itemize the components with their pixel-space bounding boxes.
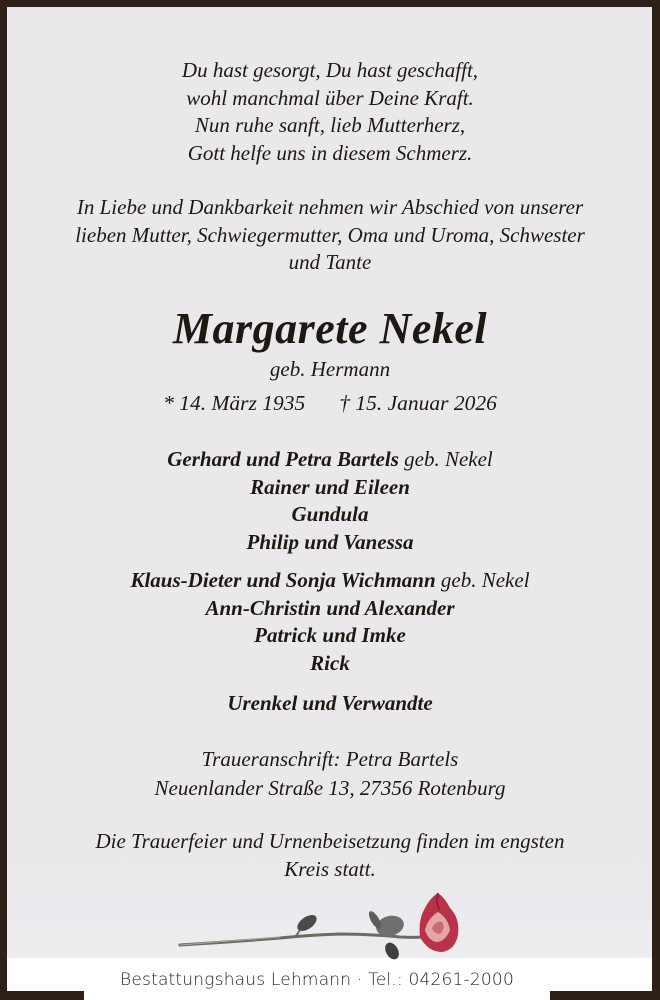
mourning-address (0, 745, 660, 803)
birth-date: * 14. März 1935 (163, 391, 306, 415)
family-group (0, 567, 660, 677)
family-group (0, 446, 660, 556)
poem-line: Nun ruhe sanft, lieb Mutterherz, (194, 113, 466, 137)
family-head-names: Klaus-Dieter und Sonja Wichmann (130, 568, 436, 592)
poem-line: Gott helfe uns in diesem Schmerz. (187, 140, 473, 165)
family-member: Rainer und Eileen (250, 474, 410, 499)
family-member: Patrick und Imke (254, 623, 406, 647)
family-head (0, 446, 660, 474)
relatives: Urenkel und Verwandte (227, 691, 433, 715)
funeral-home-contact: Bestattungshaus Lehmann · Tel.: 04261-2000 (120, 970, 514, 990)
ceremony-note (0, 828, 660, 883)
rose-icon (170, 890, 470, 960)
maiden-name: geb. Hermann (269, 357, 391, 381)
family-head-suffix: geb. Nekel (398, 447, 493, 471)
family-member: Ann-Christin und Alexander (205, 595, 455, 620)
ceremony-line: Die Trauerfeier und Urnenbeisetzung finden im engsten (95, 829, 565, 853)
ceremony-line: Kreis statt. (284, 856, 376, 881)
intro-line: und Tante (288, 250, 372, 274)
life-dates (0, 389, 660, 417)
family-member: Philip und Vanessa (246, 529, 414, 554)
deceased-name: Margarete Nekel (172, 304, 488, 353)
family-head (0, 567, 660, 595)
family-head-suffix: geb. Nekel (435, 568, 530, 592)
footer-band (84, 962, 550, 1000)
address-line: Neuenlander Straße 13, 27356 Rotenburg (154, 776, 506, 800)
frame-bottom-right (550, 991, 660, 1000)
intro-line: lieben Mutter, Schwiegermutter, Oma und Uroma, Schwester (75, 222, 585, 247)
intro-text (0, 194, 660, 277)
family-head-names: Gerhard und Petra Bartels (167, 447, 399, 471)
poem-line: wohl manchmal über Deine Kraft. (186, 85, 474, 110)
family-member: Rick (310, 650, 350, 675)
death-date: † 15. Januar 2026 (339, 391, 497, 415)
intro-line: In Liebe und Dankbarkeit nehmen wir Abschied von unserer (76, 195, 584, 219)
poem-line: Du hast gesorgt, Du hast geschafft, (181, 58, 479, 82)
poem (0, 57, 660, 167)
address-line: Traueranschrift: Petra Bartels (201, 747, 459, 771)
family-member: Gundula (291, 502, 369, 526)
frame-bottom-left (0, 991, 84, 1000)
